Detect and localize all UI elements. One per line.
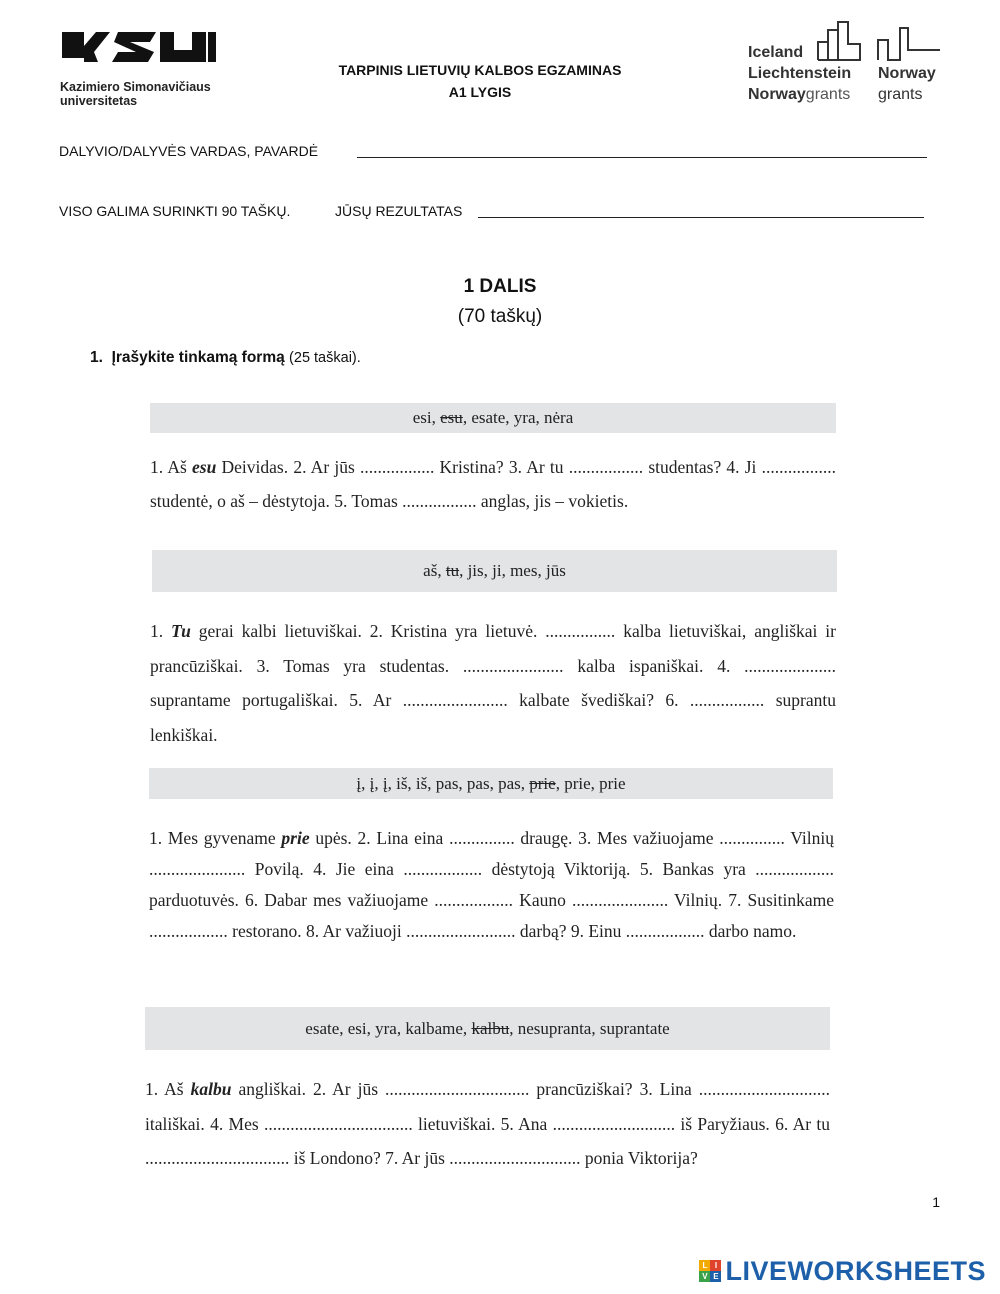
exercise-1-text: 1. Aš esu Deividas. 2. Ar jūs ................. Kristina? 3. Ar tu ................. studentas? 4. Ji ................. studentė, o aš – dėstytoja. 5. Tomas ................. anglas, jis – vokietis. xyxy=(150,457,836,511)
task-1-heading: 1. Įrašykite tinkamą formą (25 taškai). xyxy=(90,349,361,366)
liveworksheets-brand xyxy=(699,1254,986,1288)
liveworksheets-wordmark: LIVEWORKSHEETS xyxy=(725,1255,986,1286)
skyline-icon xyxy=(816,20,942,62)
liveworksheets-icon: L I V E xyxy=(699,1260,721,1282)
exercise-4-text: 1. Aš kalbu angliškai. 2. Ar jūs ................................. prancūziškai? 3. Lina .............................. itališkai. 4. Mes .................................. lietuviškai. 5. Ana ............................ iš Paryžiaus. 6. Ar tu ................................. iš Londono? 7. Ar jūs .............................. ponia Viktorija? xyxy=(145,1079,830,1168)
page-number: 1 xyxy=(932,1194,940,1210)
exercise-3-text: 1. Mes gyvename prie upės. 2. Lina eina ............... draugę. 3. Mes važiuojame ............... Vilnių ...................... Povilą. 4. Jie eina .................. dėstytoją Viktoriją. 5. Bankas yra .................. parduotuvės. 6. Dabar mes važiuojame .................. Kauno ...................... Vilnių. 7. Susitinkame .................. restorano. 8. Ar važiuoji ......................... darbą? 9. Einu .................. darbo namo. xyxy=(149,828,834,941)
part-title: 1 DALIS xyxy=(463,276,537,297)
university-name: Kazimiero Simonavičiaus universitetas xyxy=(60,80,211,108)
word-bank-3: į, į, į, iš, iš, pas, pas, pas, prie, prie, prie xyxy=(149,768,833,799)
word-bank-4: esate, esi, yra, kalbame, kalbu, nesupranta, suprantate xyxy=(145,1007,830,1050)
result-field[interactable] xyxy=(478,217,924,218)
total-points-info: VISO GALIMA SURINKTI 90 TAŠKŲ. xyxy=(59,203,291,219)
participant-name-field[interactable] xyxy=(357,157,927,158)
participant-name-label: DALYVIO/DALYVĖS VARDAS, PAVARDĖ xyxy=(59,143,319,159)
exam-title: TARPINIS LIETUVIŲ KALBOS EGZAMINAS xyxy=(338,62,622,78)
exercise-2-text: 1. Tu gerai kalbi lietuviškai. 2. Kristina yra lietuvė. ................ kalba lietuviškai, angliškai ir prancūziškai. 3. Tomas yra studentas. ....................... kalba ispaniškai. 4. ..................... suprantame portugališkai. 5. Ar ........................ kalbate švediškai? 6. ................. suprantu lenkiškai. xyxy=(150,621,837,745)
exam-level: A1 LYGIS xyxy=(448,84,512,100)
result-label: JŪSŲ REZULTATAS xyxy=(335,203,463,219)
word-bank-1: esi, esu, esate, yra, nėra xyxy=(150,403,836,433)
grants-logo: Iceland Liechtenstein Norwaygrants Norway grants xyxy=(748,20,948,110)
word-bank-2: aš, tu, jis, ji, mes, jūs xyxy=(152,550,837,592)
part-points: (70 taškų) xyxy=(457,306,543,327)
